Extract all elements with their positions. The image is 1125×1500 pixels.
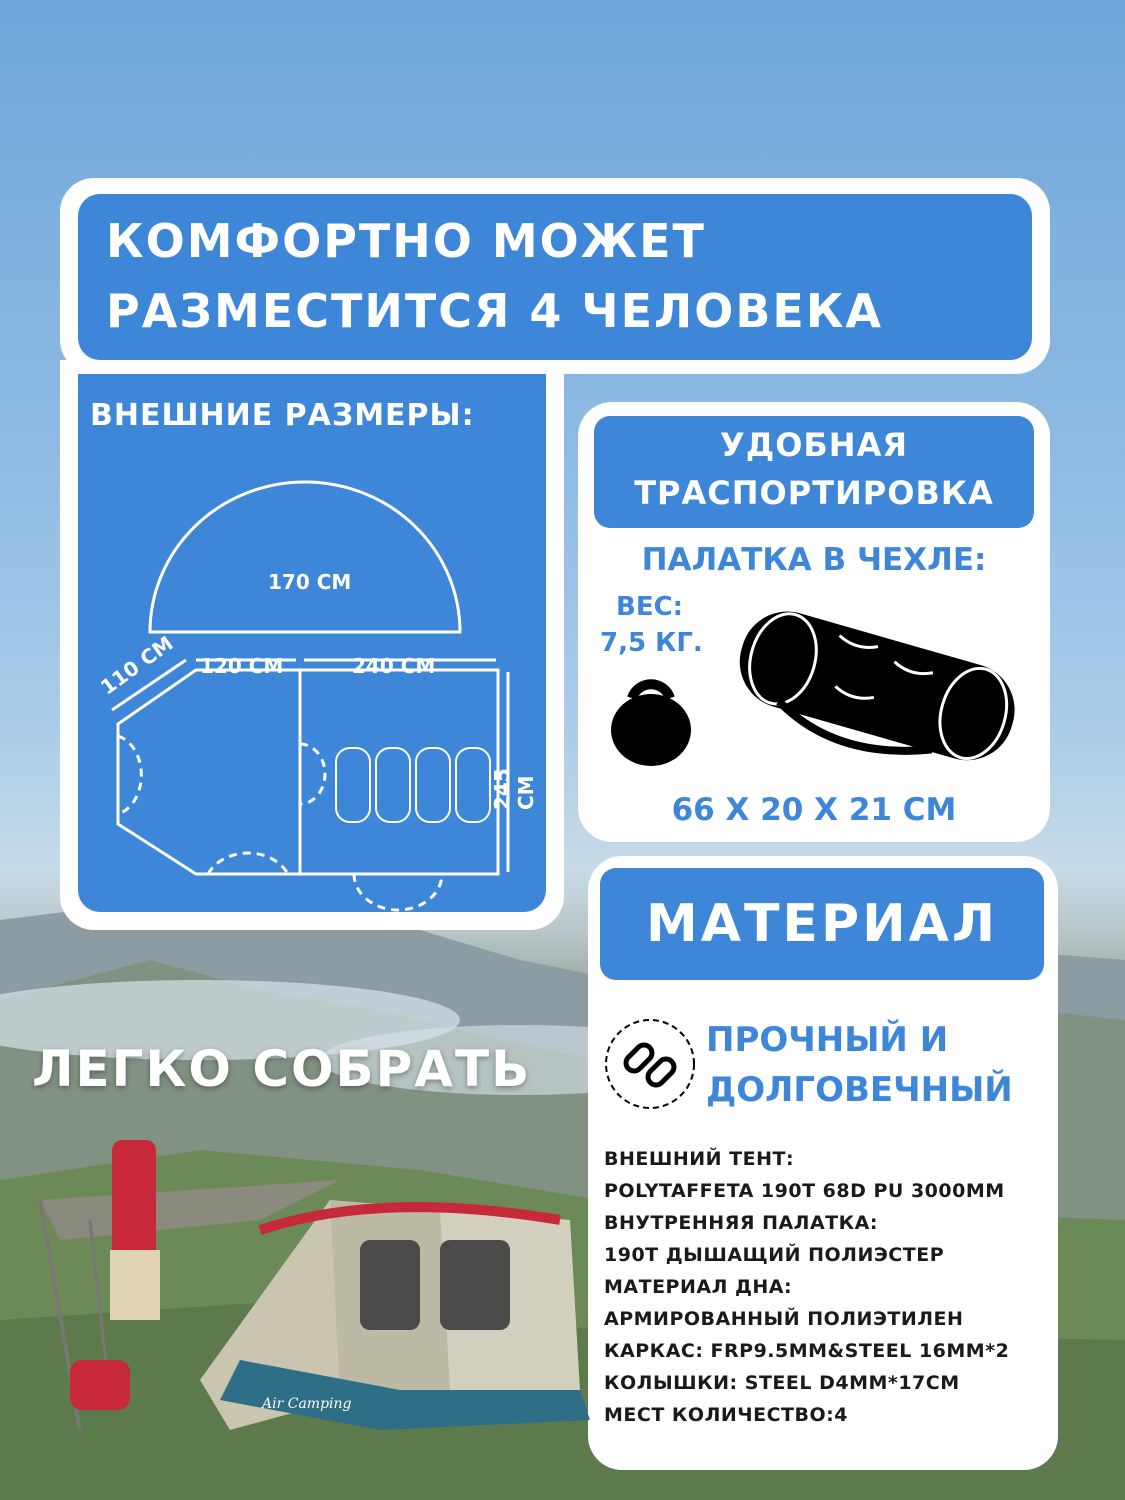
kettlebell-icon [606,668,696,768]
spec-line: 190T ДЫШАЩИЙ ПОЛИЭСТЕР [604,1244,945,1266]
header-banner [78,194,1032,360]
spec-line: АРМИРОВАННЫЙ ПОЛИЭТИЛЕН [604,1308,964,1330]
transport-card [578,402,1050,842]
tent-width-label: 245 СМ [490,768,538,810]
spec-line: КОЛЫШКИ: STEEL D4MM*17CM [604,1372,960,1394]
dimensions-card [60,360,564,930]
material-title: МАТЕРИАЛ [645,894,999,954]
dome-width-label: 170 СМ [268,570,352,594]
transport-subtitle: ПАЛАТКА В ЧЕХЛЕ: [641,542,987,578]
spec-line: ВНУТРЕННЯЯ ПАЛАТКА: [604,1212,878,1234]
spec-line: МЕСТ КОЛИЧЕСТВО:4 [604,1404,848,1426]
brand-logo: Air Camping [262,1396,352,1412]
dimensions-panel [78,374,546,912]
spec-line: ВНЕШНИЙ ТЕНТ: [604,1148,795,1170]
header-card [60,178,1050,374]
tent-photo [0,1140,600,1440]
sleeping-bags-icon [336,748,490,822]
transport-banner [594,416,1034,528]
bedroom-length-label: 240 СМ [352,654,436,678]
easy-assembly-headline: ЛЕГКО СОБРАТЬ [32,1040,532,1098]
spec-line: КАРКАС: FRP9.5MM&STEEL 16MM*2 [604,1340,1010,1362]
chain-link-icon [602,1016,702,1116]
feature-line-1: ПРОЧНЫЙ И [706,1020,949,1060]
header-line-2: РАЗМЕСТИТСЯ 4 ЧЕЛОВЕКА [106,284,884,338]
pack-size: 66 Х 20 Х 21 СМ [671,792,957,828]
vestibule-depth-label: 110 СМ [96,631,178,700]
header-line-1: КОМФОРТНО МОЖЕТ [106,214,706,268]
weight-label: ВЕС: [616,592,684,622]
feature-line-2: ДОЛГОВЕЧНЫЙ [706,1070,1013,1110]
transport-title-2: ТРАСПОРТИРОВКА [634,474,994,512]
transport-title-1: УДОБНАЯ [720,426,908,464]
material-banner [600,868,1044,980]
front-room-length-label: 120 СМ [200,654,284,678]
tent-bag-icon [718,598,1038,768]
spec-line: МАТЕРИАЛ ДНА: [604,1276,793,1298]
dimensions-title: ВНЕШНИЕ РАЗМЕРЫ: [90,398,475,433]
spec-line: POLYTAFFETA 190T 68D PU 3000MM [604,1180,1005,1202]
weight-value: 7,5 КГ. [600,628,703,658]
